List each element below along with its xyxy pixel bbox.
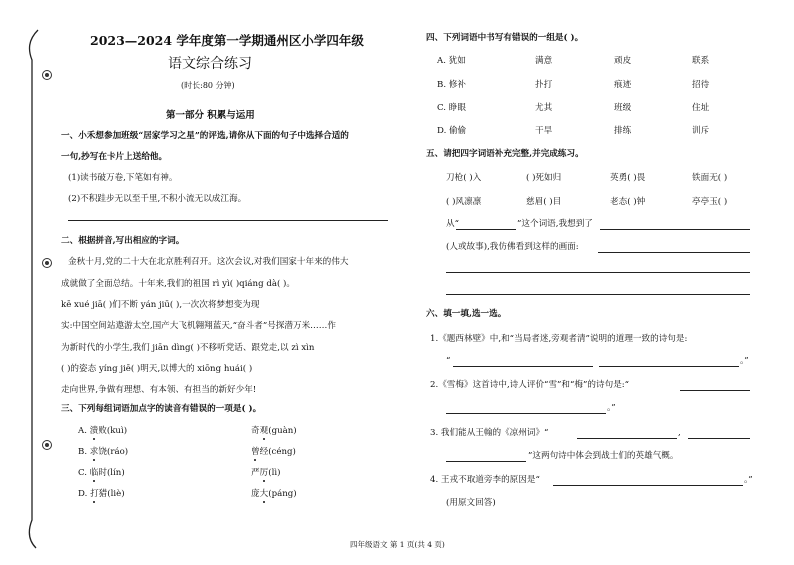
dotted-char: 求 bbox=[89, 447, 99, 457]
q6-s3: 3. 我们能从王翰的《凉州词》“ bbox=[430, 428, 549, 438]
dotted-char: 观 bbox=[259, 426, 269, 436]
q4-word: 尤其 bbox=[535, 103, 553, 113]
q6-title: 六、填一填,选一选。 bbox=[426, 309, 507, 319]
q5-idiom[interactable]: 慈眉( )目 bbox=[526, 197, 562, 207]
q6-s3-end: ”这两句诗中体会到战士们的英雄气概。 bbox=[528, 451, 679, 461]
q5-idiom[interactable]: 亭亭玉( ) bbox=[692, 197, 728, 207]
q6-s1-quote: “ bbox=[446, 356, 451, 366]
q6-s1-blank[interactable] bbox=[453, 366, 593, 367]
q5-idiom-blank[interactable] bbox=[456, 229, 516, 230]
q4-title: 四、下列词语中书写有错误的一组是( )。 bbox=[426, 33, 584, 43]
q2-line2: 成就做了全面总结。十年来,我们的祖国 rì yì( )qiáng dà( )。 bbox=[61, 279, 295, 289]
q5-from-pre: 从“ bbox=[446, 219, 459, 229]
dotted-char: 打 bbox=[90, 489, 99, 499]
page-footer: 四年级语文 第 1 页(共 4 页) bbox=[350, 540, 445, 549]
q2-line3: kē xué jiā( )们不断 yán jiū( ),一次次将梦想变为现 bbox=[61, 300, 260, 310]
q4-row-d[interactable]: D. 偷偷 bbox=[437, 126, 467, 136]
q5-idiom[interactable]: 老态( )钟 bbox=[610, 197, 646, 207]
q6-s1: 1.《题西林壁》中,和“当局者迷,旁观者清”说明的道理一致的诗句是: bbox=[430, 334, 688, 344]
q3-option-b-right: 曾经(céng) bbox=[251, 447, 296, 457]
q4-word: 顽皮 bbox=[614, 56, 632, 66]
q1-line1: 一、小禾想参加班级“居家学习之星”的评选,请你从下面的句子中选择合适的 bbox=[61, 131, 349, 141]
q5-from-post: ”这个词语,我想到了 bbox=[517, 219, 593, 229]
binding-hole-icon bbox=[42, 258, 52, 268]
dotted-char: 溃 bbox=[89, 426, 99, 436]
q3-option-a-right: 奇观(guàn) bbox=[251, 426, 297, 436]
q3-option-b[interactable]: B. 求饶(ráo) bbox=[78, 447, 129, 457]
q5-think-blank[interactable] bbox=[600, 229, 750, 230]
q1-answer-line[interactable] bbox=[68, 220, 388, 221]
q4-word: 扑打 bbox=[535, 80, 553, 90]
q1-option2: (2)不积跬步无以至千里,不积小流无以成江海。 bbox=[68, 194, 247, 204]
dotted-char: 临 bbox=[89, 468, 99, 478]
q6-s2-blank[interactable] bbox=[446, 413, 606, 414]
q3-option-d-right: 庞大(páng) bbox=[251, 489, 297, 499]
q4-word: 住址 bbox=[692, 103, 710, 113]
q6-s3-blank[interactable] bbox=[688, 438, 750, 439]
q4-word: 满意 bbox=[535, 56, 553, 66]
page-subtitle: 语文综合练习 bbox=[168, 56, 252, 72]
q5-idiom[interactable]: ( )风凛凛 bbox=[446, 197, 482, 207]
q6-s3-blank[interactable] bbox=[446, 461, 526, 462]
q3-option-c[interactable]: C. 临时(lín) bbox=[78, 468, 125, 478]
q4-row-c[interactable]: C. 睁眼 bbox=[437, 103, 466, 113]
q3-option-c-right: 严厉(lì) bbox=[251, 468, 281, 478]
q5-story: (人或故事),我仿佛看到这样的画面: bbox=[446, 242, 579, 252]
q6-s2-blank[interactable] bbox=[680, 390, 750, 391]
q3-option-a[interactable]: A. 溃败(kuì) bbox=[78, 426, 128, 436]
q4-row-a[interactable]: A. 犹如 bbox=[437, 56, 466, 66]
q6-s4-note: (用原文回答) bbox=[446, 498, 496, 508]
q3-title: 三、下列每组词语加点字的读音有错误的一项是( )。 bbox=[61, 404, 262, 414]
q5-idiom[interactable]: ( )死如归 bbox=[526, 173, 562, 183]
q6-s1-end: 。” bbox=[740, 356, 749, 366]
q6-s4-end: 。” bbox=[744, 475, 753, 485]
binding-margin bbox=[0, 0, 60, 561]
q3-option-d[interactable]: D. 打猎(liè) bbox=[78, 489, 125, 499]
q2-line5: 为新时代的小学生,我们 jiān dìng( )不移听党话、跟党走,以 zì xìn bbox=[61, 343, 315, 353]
q6-s3-blank[interactable] bbox=[577, 438, 677, 439]
dotted-char: 曾 bbox=[251, 447, 260, 457]
q6-s1-blank[interactable] bbox=[599, 366, 739, 367]
q5-idiom[interactable]: 铁面无( ) bbox=[692, 173, 728, 183]
q5-answer-line[interactable] bbox=[446, 272, 750, 273]
q5-title: 五、请把四字词语补充完整,并完成练习。 bbox=[426, 149, 584, 159]
q4-word: 干旱 bbox=[535, 126, 553, 136]
q4-word: 联系 bbox=[692, 56, 710, 66]
part1-title: 第一部分 积累与运用 bbox=[166, 110, 255, 121]
q4-word: 班级 bbox=[614, 103, 632, 113]
q6-s3-comma: , bbox=[678, 428, 681, 438]
q1-option1: (1)读书破万卷,下笔如有神。 bbox=[68, 173, 178, 183]
q4-word: 痕迹 bbox=[614, 80, 632, 90]
q2-title: 二、根据拼音,写出相应的字词。 bbox=[61, 236, 185, 246]
binding-hole-icon bbox=[42, 440, 52, 450]
dotted-char: 厉 bbox=[259, 468, 269, 478]
q5-scene-blank[interactable] bbox=[598, 252, 750, 253]
q1-line2: 一句,抄写在卡片上送给他。 bbox=[61, 152, 168, 162]
q2-line6: ( )的姿态 yíng jiē( )明天,以博大的 xiōng huái( ) bbox=[61, 364, 253, 374]
q4-word: 招待 bbox=[692, 80, 710, 90]
q4-row-b[interactable]: B. 修补 bbox=[437, 80, 466, 90]
binding-line-icon bbox=[0, 0, 60, 561]
page-title: 2023—2024 学年度第一学期通州区小学四年级 bbox=[90, 33, 364, 48]
q5-idiom[interactable]: 刀枪( )入 bbox=[446, 173, 482, 183]
q2-line7: 走向世界,争做有理想、有本领、有担当的新好少年! bbox=[61, 385, 257, 395]
q6-s2-end: 。” bbox=[607, 403, 616, 413]
q6-s2: 2.《雪梅》这首诗中,诗人评价“雪”和“梅”的诗句是:“ bbox=[430, 380, 630, 390]
binding-hole-icon bbox=[42, 70, 52, 80]
q6-s4: 4. 王戎不取道旁李的原因是“ bbox=[430, 475, 540, 485]
dotted-char: 大 bbox=[259, 489, 269, 499]
q5-idiom[interactable]: 英勇( )畏 bbox=[610, 173, 646, 183]
q2-line4: 实:中国空间站遨游太空,国产大飞机翱翔蓝天,“奋斗者”号探潜万米……作 bbox=[61, 321, 336, 331]
exam-duration: (时长:80 分钟) bbox=[181, 81, 235, 90]
q2-line1: 金秋十月,党的二十大在北京胜利召开。这次会议,对我们国家十年来的伟大 bbox=[68, 257, 349, 267]
q5-answer-line[interactable] bbox=[446, 294, 750, 295]
q6-s4-blank[interactable] bbox=[553, 485, 743, 486]
q4-word: 训斥 bbox=[692, 126, 710, 136]
q4-word: 排练 bbox=[614, 126, 632, 136]
